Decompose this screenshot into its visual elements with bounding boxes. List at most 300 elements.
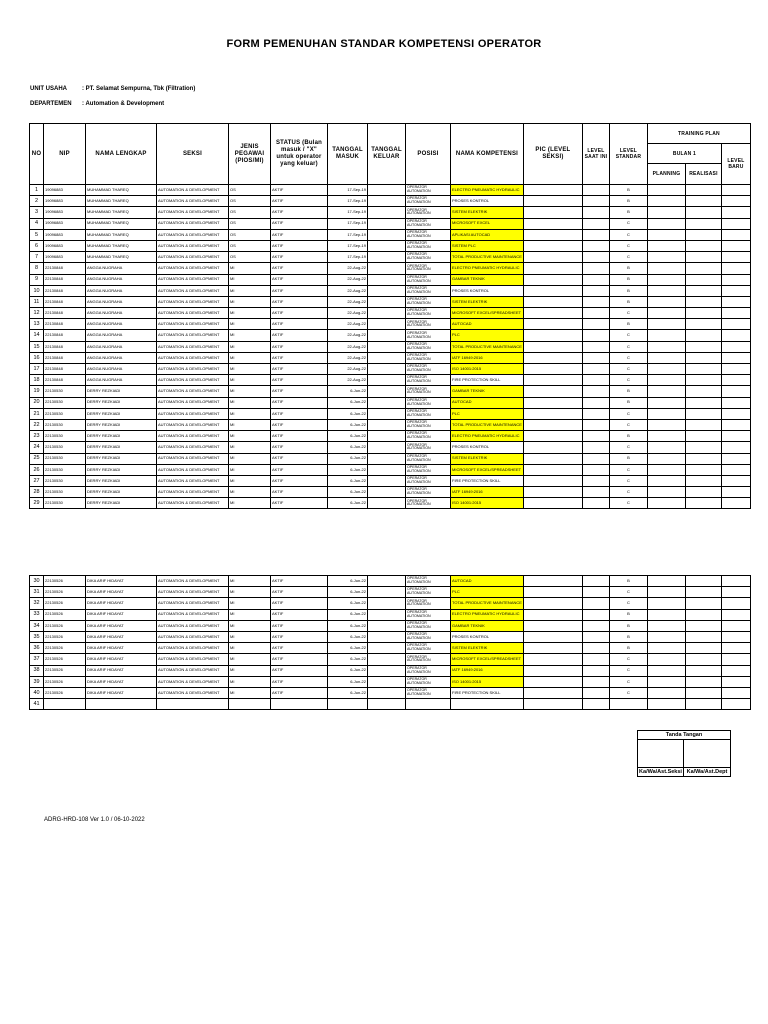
row-level-standar: B (609, 263, 647, 274)
row-nip: 22130526 (44, 676, 86, 687)
row-jenis-pegawai: MI (229, 341, 271, 352)
row-nip: 19096883 (44, 229, 86, 240)
row-level-baru (721, 308, 750, 319)
row-jenis-pegawai: OS (229, 207, 271, 218)
table-row (30, 598, 751, 609)
row-nama: ANGGA NUGRAHA (86, 352, 157, 363)
row-no: 11 (30, 296, 44, 307)
header-status: STATUS (Bulan masuk / "X" untuk operator yang keluar) (271, 124, 328, 185)
row-no: 1 (30, 185, 44, 196)
row-pic (523, 330, 582, 341)
row-tanggal-masuk: 6-Jun-22 (328, 687, 368, 698)
row-level-baru (721, 487, 750, 498)
table-row (30, 587, 751, 598)
table-row (30, 487, 751, 498)
row-level-standar: C (609, 442, 647, 453)
row-nama: MUHAMMAD THAREQ (86, 185, 157, 196)
row-seksi: AUTOMATION & DEVELOPMENT (157, 609, 229, 620)
header-no: NO (30, 124, 44, 185)
unit-usaha-row (30, 86, 195, 92)
header-planning: PLANNING (647, 164, 685, 185)
row-nip: 22130526 (44, 609, 86, 620)
row-pic (523, 285, 582, 296)
row-posisi: OPERATOR AUTOMATION (406, 576, 451, 587)
row-level-standar: C (609, 665, 647, 676)
row-level-saat-ini (582, 475, 609, 486)
row-nip: 22130530 (44, 442, 86, 453)
row-nip: 22130530 (44, 408, 86, 419)
row-realisasi (685, 252, 721, 263)
row-level-baru (721, 185, 750, 196)
row-tanggal-masuk: 22-Aug-22 (328, 308, 368, 319)
table-row (30, 319, 751, 330)
row-level-saat-ini (582, 687, 609, 698)
row-jenis-pegawai: OS (229, 185, 271, 196)
row-posisi: OPERATOR AUTOMATION (406, 419, 451, 430)
row-level-baru (721, 587, 750, 598)
row-tanggal-masuk: 22-Aug-22 (328, 330, 368, 341)
row-no: 27 (30, 475, 44, 486)
row-tanggal-keluar (368, 285, 406, 296)
row-status: AKTIF (271, 453, 328, 464)
row-jenis-pegawai: MI (229, 263, 271, 274)
row-nama: MUHAMMAD THAREQ (86, 196, 157, 207)
row-seksi: AUTOMATION & DEVELOPMENT (157, 587, 229, 598)
row-kompetensi: PLC (451, 408, 524, 419)
row-realisasi (685, 587, 721, 598)
row-seksi: AUTOMATION & DEVELOPMENT (157, 397, 229, 408)
row-planning (647, 631, 685, 642)
row-level-saat-ini (582, 487, 609, 498)
row-tanggal-masuk: 6-Jun-22 (328, 665, 368, 676)
row-level-baru (721, 240, 750, 251)
departemen-value: : Automation & Development (82, 101, 165, 107)
row-nama: DERRY REZKIADI (86, 464, 157, 475)
row-pic (523, 453, 582, 464)
row-realisasi (685, 375, 721, 386)
row-pic (523, 375, 582, 386)
row-no: 17 (30, 364, 44, 375)
row-planning (647, 252, 685, 263)
row-level-standar (609, 699, 647, 710)
row-planning (647, 218, 685, 229)
row-tanggal-masuk: 22-Aug-22 (328, 285, 368, 296)
row-nama: DIKA ARIF HIDAYAT (86, 587, 157, 598)
signature-box (637, 730, 731, 777)
row-tanggal-masuk: 6-Jun-22 (328, 431, 368, 442)
row-jenis-pegawai: MI (229, 598, 271, 609)
row-posisi: OPERATOR AUTOMATION (406, 598, 451, 609)
row-kompetensi: IATF 16949:2016 (451, 665, 524, 676)
table-row (30, 576, 751, 587)
row-level-saat-ini (582, 631, 609, 642)
row-kompetensi: PROSES KONTROL (451, 196, 524, 207)
table-row (30, 308, 751, 319)
row-no: 12 (30, 308, 44, 319)
row-level-standar: C (609, 687, 647, 698)
row-planning (647, 699, 685, 710)
row-jenis-pegawai: MI (229, 375, 271, 386)
row-seksi: AUTOMATION & DEVELOPMENT (157, 620, 229, 631)
header-level-standar: LEVEL STANDAR (609, 124, 647, 185)
row-realisasi (685, 475, 721, 486)
row-realisasi (685, 274, 721, 285)
row-tanggal-keluar (368, 341, 406, 352)
row-pic (523, 386, 582, 397)
row-realisasi (685, 453, 721, 464)
header-jenis-pegawai: JENIS PEGAWAI (PIOS/MI) (229, 124, 271, 185)
row-tanggal-masuk (328, 699, 368, 710)
row-pic (523, 352, 582, 363)
row-kompetensi: ISO 14001:2015 (451, 364, 524, 375)
row-level-baru (721, 643, 750, 654)
header-tanggal-keluar: TANGGAL KELUAR (368, 124, 406, 185)
row-pic (523, 308, 582, 319)
row-kompetensi: TOTAL PRODUCTIVE MAINTENANCE (451, 341, 524, 352)
row-level-baru (721, 419, 750, 430)
row-level-standar: B (609, 196, 647, 207)
row-kompetensi: PLC (451, 587, 524, 598)
row-kompetensi: ELECTRO PNEUMATIC HYDRAULIC (451, 431, 524, 442)
row-planning (647, 453, 685, 464)
row-no: 39 (30, 676, 44, 687)
row-no: 41 (30, 699, 44, 710)
row-tanggal-masuk: 17-Sep-19 (328, 252, 368, 263)
table-row (30, 240, 751, 251)
row-planning (647, 498, 685, 509)
row-status: AKTIF (271, 229, 328, 240)
row-level-saat-ini (582, 274, 609, 285)
row-kompetensi: TOTAL PRODUCTIVE MAINTENANCE (451, 598, 524, 609)
row-level-baru (721, 665, 750, 676)
row-realisasi (685, 419, 721, 430)
row-pic (523, 240, 582, 251)
row-planning (647, 375, 685, 386)
row-tanggal-masuk: 22-Aug-22 (328, 319, 368, 330)
row-posisi: OPERATOR AUTOMATION (406, 207, 451, 218)
row-jenis-pegawai: MI (229, 285, 271, 296)
row-kompetensi: AUTOCAD (451, 397, 524, 408)
row-nama: ANGGA NUGRAHA (86, 364, 157, 375)
row-planning (647, 229, 685, 240)
row-nip: 22130526 (44, 687, 86, 698)
row-level-saat-ini (582, 263, 609, 274)
row-level-saat-ini (582, 643, 609, 654)
table-row (30, 676, 751, 687)
row-level-baru (721, 408, 750, 419)
row-realisasi (685, 487, 721, 498)
row-level-baru (721, 364, 750, 375)
row-pic (523, 263, 582, 274)
row-tanggal-masuk: 6-Jun-22 (328, 408, 368, 419)
row-tanggal-masuk: 6-Jun-22 (328, 598, 368, 609)
row-kompetensi: TOTAL PRODUCTIVE MAINTENANCE (451, 252, 524, 263)
row-level-baru (721, 598, 750, 609)
row-level-standar: B (609, 620, 647, 631)
row-planning (647, 487, 685, 498)
row-posisi: OPERATOR AUTOMATION (406, 475, 451, 486)
row-level-standar: C (609, 408, 647, 419)
header-training-plan: TRAINING PLAN (647, 124, 750, 144)
row-status: AKTIF (271, 240, 328, 251)
row-tanggal-keluar (368, 252, 406, 263)
row-kompetensi: GAMBAR TEKNIK (451, 620, 524, 631)
row-planning (647, 308, 685, 319)
row-kompetensi: SISTEM ELEKTRIK (451, 296, 524, 307)
row-tanggal-masuk: 17-Sep-19 (328, 207, 368, 218)
row-level-standar: C (609, 487, 647, 498)
row-tanggal-masuk: 17-Sep-19 (328, 218, 368, 229)
row-tanggal-keluar (368, 687, 406, 698)
row-nip: 19096883 (44, 240, 86, 251)
row-pic (523, 576, 582, 587)
row-no: 4 (30, 218, 44, 229)
row-seksi: AUTOMATION & DEVELOPMENT (157, 453, 229, 464)
row-level-saat-ini (582, 609, 609, 620)
row-tanggal-masuk: 6-Jun-22 (328, 386, 368, 397)
row-pic (523, 296, 582, 307)
row-seksi: AUTOMATION & DEVELOPMENT (157, 207, 229, 218)
row-level-saat-ini (582, 330, 609, 341)
row-pic (523, 687, 582, 698)
row-tanggal-keluar (368, 240, 406, 251)
row-posisi: OPERATOR AUTOMATION (406, 375, 451, 386)
row-planning (647, 319, 685, 330)
row-seksi: AUTOMATION & DEVELOPMENT (157, 274, 229, 285)
row-level-standar: B (609, 643, 647, 654)
table-row (30, 185, 751, 196)
row-no: 21 (30, 408, 44, 419)
row-pic (523, 218, 582, 229)
row-kompetensi: ELECTRO PNEUMATIC HYDRAULIC (451, 185, 524, 196)
row-jenis-pegawai: OS (229, 252, 271, 263)
row-seksi: AUTOMATION & DEVELOPMENT (157, 665, 229, 676)
row-status: AKTIF (271, 196, 328, 207)
row-level-baru (721, 687, 750, 698)
row-tanggal-masuk: 6-Jun-22 (328, 442, 368, 453)
row-kompetensi: SISTEM PLC (451, 240, 524, 251)
header-level-baru: LEVEL BARU (721, 144, 750, 185)
row-no: 20 (30, 397, 44, 408)
row-tanggal-keluar (368, 576, 406, 587)
row-no: 33 (30, 609, 44, 620)
row-tanggal-keluar (368, 431, 406, 442)
row-status: AKTIF (271, 498, 328, 509)
row-no: 36 (30, 643, 44, 654)
row-kompetensi: PROSES KONTROL (451, 285, 524, 296)
row-level-baru (721, 274, 750, 285)
table-row (30, 631, 751, 642)
row-tanggal-keluar (368, 196, 406, 207)
row-status: AKTIF (271, 330, 328, 341)
row-posisi: OPERATOR AUTOMATION (406, 252, 451, 263)
row-status: AKTIF (271, 252, 328, 263)
row-tanggal-masuk: 6-Jun-22 (328, 643, 368, 654)
row-jenis-pegawai: MI (229, 319, 271, 330)
row-nip: 22130530 (44, 487, 86, 498)
row-status: AKTIF (271, 375, 328, 386)
row-seksi: AUTOMATION & DEVELOPMENT (157, 296, 229, 307)
row-jenis-pegawai: MI (229, 620, 271, 631)
row-kompetensi: AUTOCAD (451, 319, 524, 330)
row-nip: 19096883 (44, 185, 86, 196)
row-tanggal-masuk: 6-Jun-22 (328, 487, 368, 498)
table-row (30, 274, 751, 285)
row-status: AKTIF (271, 352, 328, 363)
row-tanggal-keluar (368, 442, 406, 453)
row-jenis-pegawai (229, 699, 271, 710)
row-planning (647, 263, 685, 274)
row-realisasi (685, 620, 721, 631)
row-posisi: OPERATOR AUTOMATION (406, 386, 451, 397)
row-realisasi (685, 364, 721, 375)
row-realisasi (685, 464, 721, 475)
row-nama: DERRY REZKIADI (86, 453, 157, 464)
row-level-baru (721, 330, 750, 341)
row-kompetensi: FIRE PROTECTION SKILL (451, 475, 524, 486)
row-level-saat-ini (582, 464, 609, 475)
row-realisasi (685, 196, 721, 207)
document-code: ADRG-HRD-108 Ver 1.0 / 06-10-2022 (44, 817, 145, 823)
row-level-baru (721, 397, 750, 408)
row-pic (523, 487, 582, 498)
row-status: AKTIF (271, 654, 328, 665)
row-no: 24 (30, 442, 44, 453)
row-posisi: OPERATOR AUTOMATION (406, 431, 451, 442)
row-realisasi (685, 687, 721, 698)
row-level-standar: B (609, 296, 647, 307)
row-kompetensi: MICROSOFT EXCEL/SPREADSHEET (451, 308, 524, 319)
table-row (30, 408, 751, 419)
row-nip: 19096883 (44, 252, 86, 263)
row-jenis-pegawai: MI (229, 587, 271, 598)
row-posisi: OPERATOR AUTOMATION (406, 185, 451, 196)
row-nama: ANGGA NUGRAHA (86, 375, 157, 386)
row-level-saat-ini (582, 587, 609, 598)
row-kompetensi: MICROSOFT EXCEL (451, 218, 524, 229)
row-nip: 22130526 (44, 643, 86, 654)
row-level-saat-ini (582, 654, 609, 665)
row-realisasi (685, 576, 721, 587)
row-posisi: OPERATOR AUTOMATION (406, 620, 451, 631)
row-nama: DIKA ARIF HIDAYAT (86, 576, 157, 587)
row-tanggal-masuk: 6-Jun-22 (328, 620, 368, 631)
row-planning (647, 687, 685, 698)
header-tanggal-masuk: TANGGAL MASUK (328, 124, 368, 185)
table-row (30, 229, 751, 240)
row-tanggal-keluar (368, 643, 406, 654)
row-tanggal-keluar (368, 319, 406, 330)
row-nama: DERRY REZKIADI (86, 487, 157, 498)
row-status: AKTIF (271, 364, 328, 375)
row-kompetensi: SISTEM ELEKTRIK (451, 643, 524, 654)
row-status: AKTIF (271, 598, 328, 609)
row-no: 10 (30, 285, 44, 296)
row-pic (523, 252, 582, 263)
row-posisi: OPERATOR AUTOMATION (406, 442, 451, 453)
row-nip: 22130526 (44, 665, 86, 676)
row-jenis-pegawai: MI (229, 498, 271, 509)
row-nama: ANGGA NUGRAHA (86, 330, 157, 341)
row-level-standar: C (609, 475, 647, 486)
row-no: 19 (30, 386, 44, 397)
row-nip: 22130848 (44, 319, 86, 330)
row-level-standar: B (609, 185, 647, 196)
row-tanggal-keluar (368, 464, 406, 475)
row-kompetensi: GAMBAR TEKNIK (451, 274, 524, 285)
row-nama: DERRY REZKIADI (86, 397, 157, 408)
row-realisasi (685, 643, 721, 654)
row-no: 8 (30, 263, 44, 274)
row-tanggal-masuk: 6-Jun-22 (328, 397, 368, 408)
row-jenis-pegawai: MI (229, 665, 271, 676)
row-nama: ANGGA NUGRAHA (86, 341, 157, 352)
row-seksi: AUTOMATION & DEVELOPMENT (157, 308, 229, 319)
row-nama: DIKA ARIF HIDAYAT (86, 665, 157, 676)
row-tanggal-masuk: 6-Jun-22 (328, 587, 368, 598)
row-level-standar: C (609, 464, 647, 475)
row-posisi: OPERATOR AUTOMATION (406, 218, 451, 229)
row-seksi: AUTOMATION & DEVELOPMENT (157, 252, 229, 263)
row-nama: DERRY REZKIADI (86, 419, 157, 430)
row-kompetensi: IATF 16949:2016 (451, 487, 524, 498)
row-nama: DIKA ARIF HIDAYAT (86, 654, 157, 665)
row-kompetensi: IATF 16949:2016 (451, 352, 524, 363)
table-row (30, 375, 751, 386)
row-tanggal-masuk: 22-Aug-22 (328, 274, 368, 285)
row-seksi: AUTOMATION & DEVELOPMENT (157, 352, 229, 363)
row-kompetensi: PROSES KONTROL (451, 631, 524, 642)
row-level-baru (721, 654, 750, 665)
row-level-saat-ini (582, 319, 609, 330)
row-tanggal-keluar (368, 408, 406, 419)
row-realisasi (685, 699, 721, 710)
row-seksi: AUTOMATION & DEVELOPMENT (157, 408, 229, 419)
row-nama: DIKA ARIF HIDAYAT (86, 620, 157, 631)
row-tanggal-keluar (368, 263, 406, 274)
row-realisasi (685, 296, 721, 307)
row-posisi: OPERATOR AUTOMATION (406, 296, 451, 307)
row-nama: ANGGA NUGRAHA (86, 285, 157, 296)
row-tanggal-masuk: 17-Sep-19 (328, 229, 368, 240)
row-level-saat-ini (582, 408, 609, 419)
row-seksi: AUTOMATION & DEVELOPMENT (157, 240, 229, 251)
row-planning (647, 185, 685, 196)
table-row (30, 475, 751, 486)
row-posisi: OPERATOR AUTOMATION (406, 676, 451, 687)
form-title: FORM PEMENUHAN STANDAR KOMPETENSI OPERATOR (226, 38, 542, 50)
row-planning (647, 207, 685, 218)
row-level-saat-ini (582, 453, 609, 464)
row-level-standar: C (609, 498, 647, 509)
row-tanggal-masuk: 6-Jun-22 (328, 498, 368, 509)
row-realisasi (685, 207, 721, 218)
row-level-baru (721, 576, 750, 587)
row-level-standar: C (609, 218, 647, 229)
row-planning (647, 352, 685, 363)
row-status: AKTIF (271, 274, 328, 285)
table-row (30, 419, 751, 430)
row-kompetensi: PROSES KONTROL (451, 442, 524, 453)
row-nama: MUHAMMAD THAREQ (86, 229, 157, 240)
row-tanggal-masuk: 6-Jun-22 (328, 453, 368, 464)
row-posisi: OPERATOR AUTOMATION (406, 498, 451, 509)
row-seksi: AUTOMATION & DEVELOPMENT (157, 330, 229, 341)
row-nip: 22130848 (44, 352, 86, 363)
row-status: AKTIF (271, 185, 328, 196)
row-no: 28 (30, 487, 44, 498)
row-level-standar: B (609, 285, 647, 296)
